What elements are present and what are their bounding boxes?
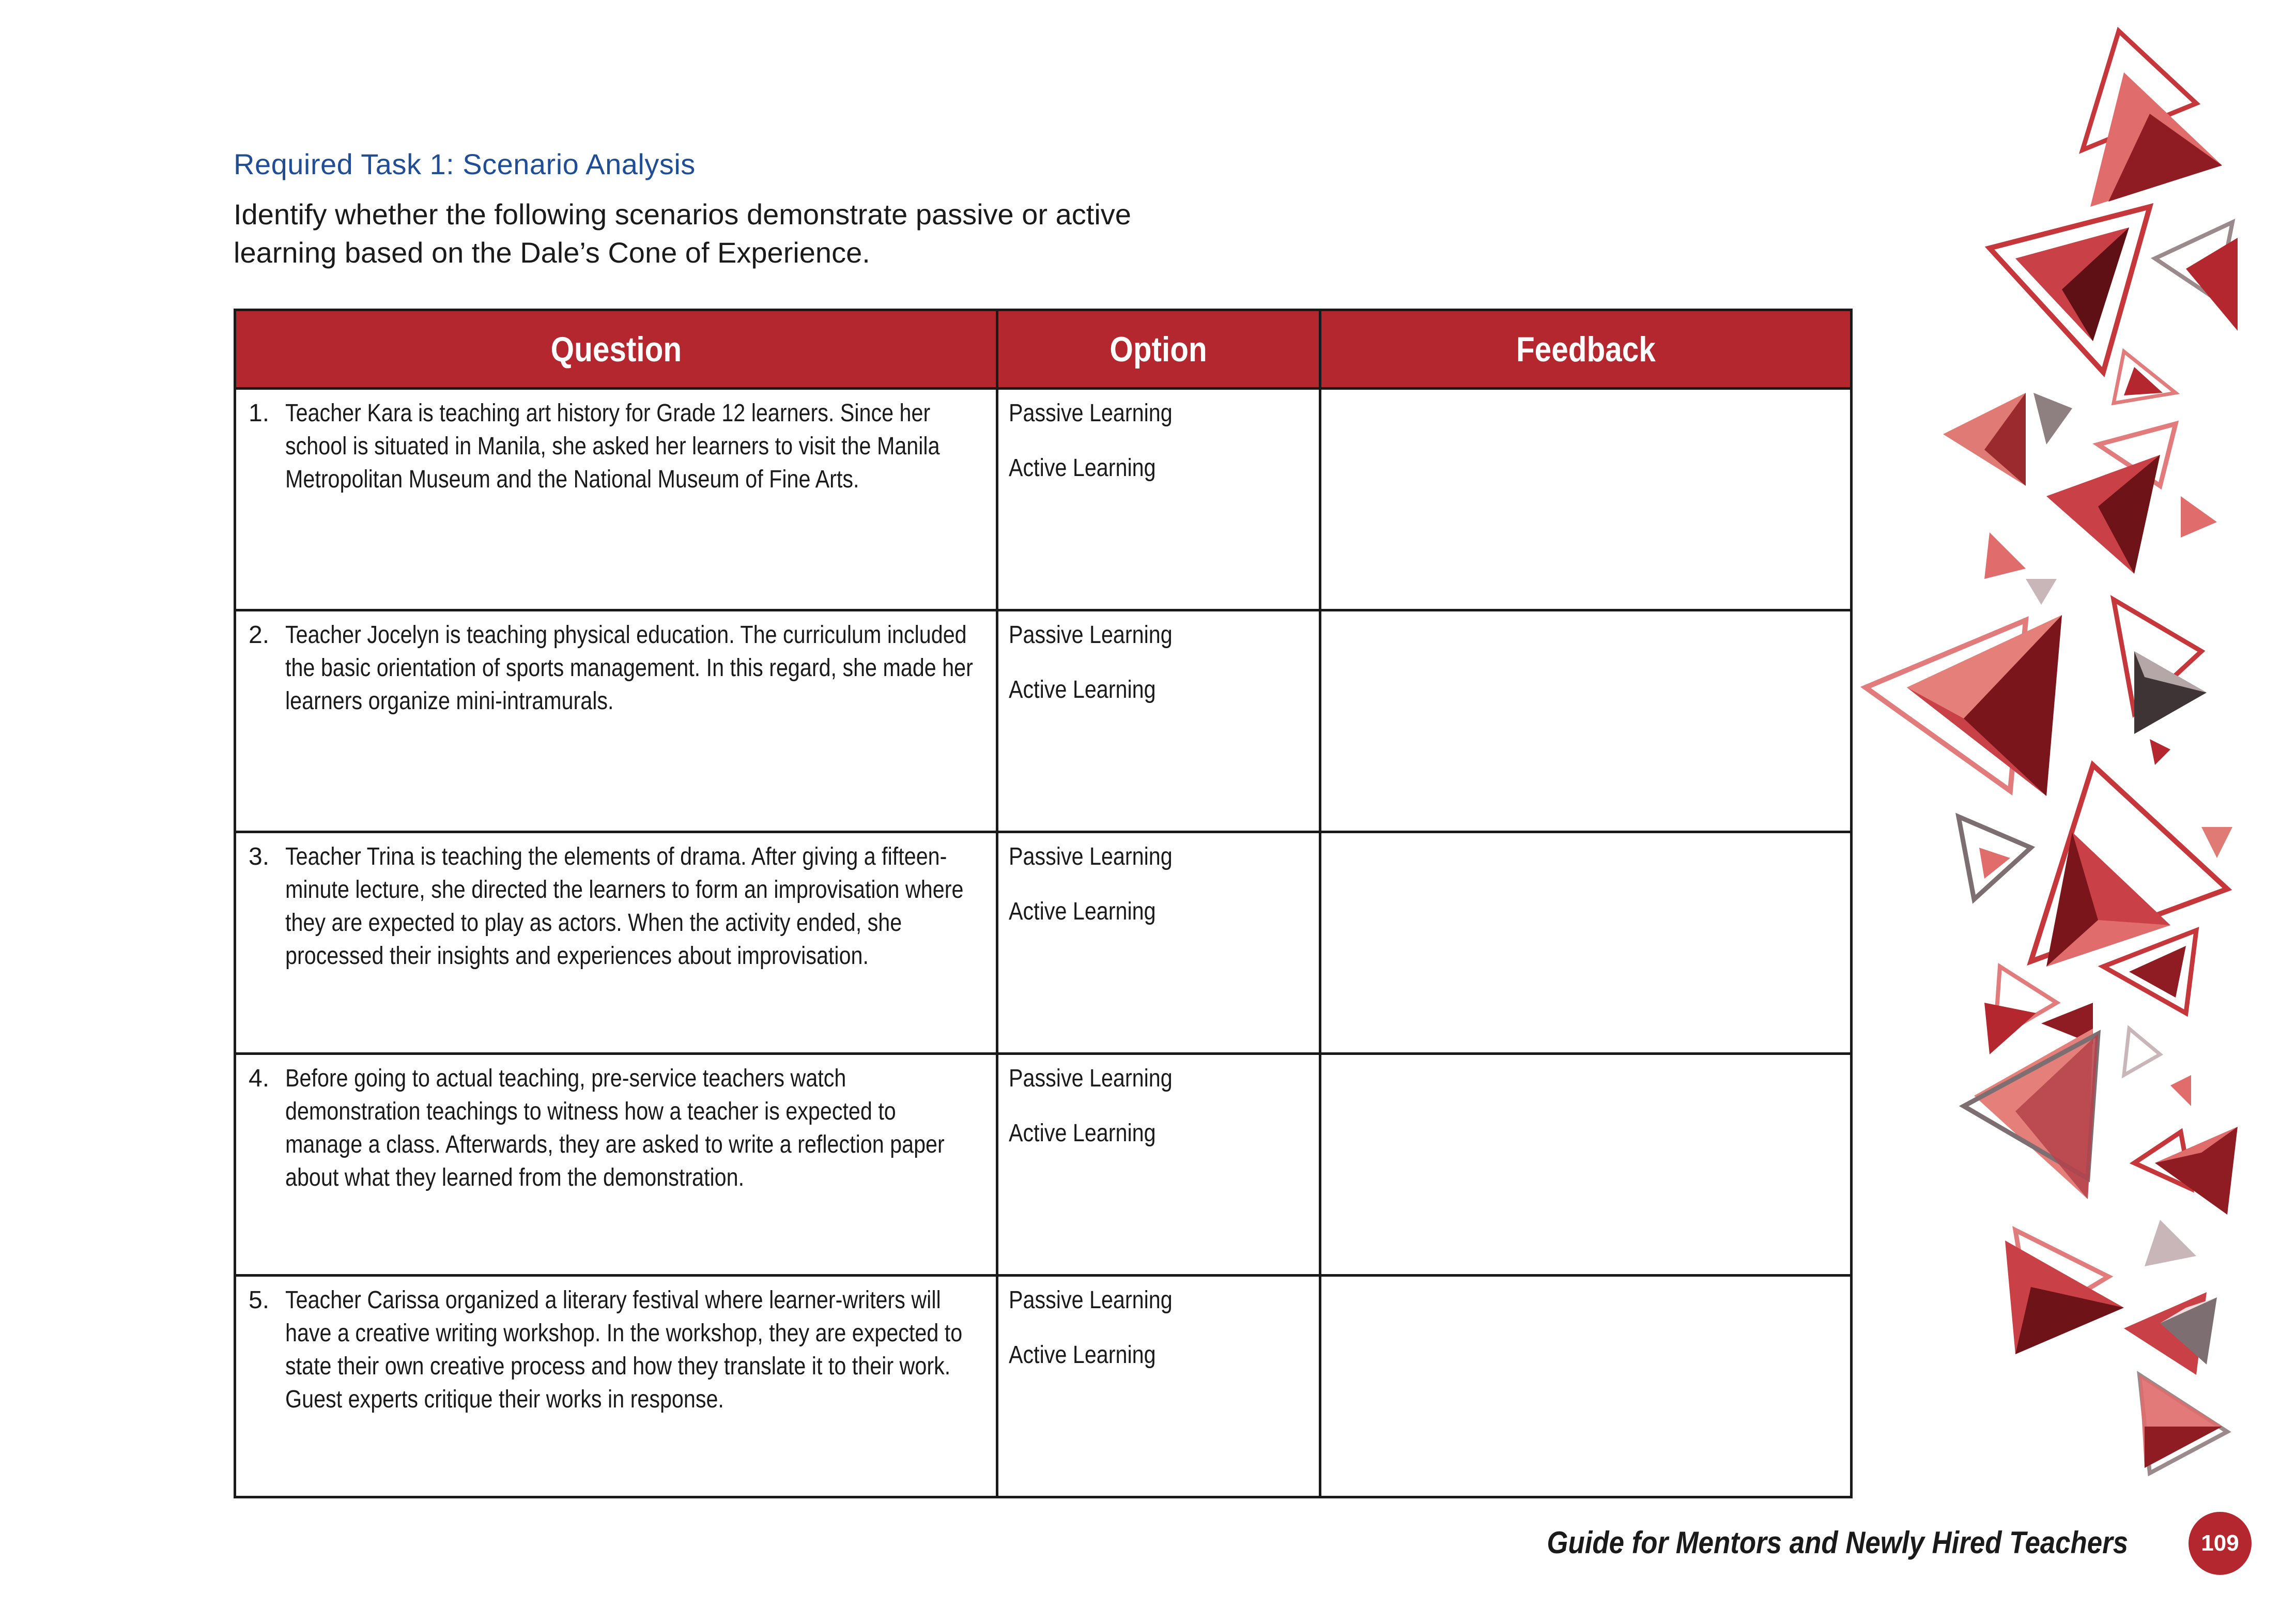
table-row [235, 610, 1852, 832]
option-passive[interactable]: Passive Learning [1009, 1286, 1173, 1314]
instructions-text: Identify whether the following scenarios demonstrate passive or active learning based on the Dale’s Cone of Experience. [234, 198, 1131, 269]
question-text: Teacher Carissa organized a literary festival where learner-writers will have a creative writing workshop. In the workshop, they are expected to state their own creative process and how they translate it to their work. Guest experts critique their works in response. [285, 1286, 963, 1413]
question-number: 2. [249, 621, 270, 649]
feedback-cell[interactable] [1320, 610, 1852, 832]
option-cell [997, 1054, 1320, 1276]
question-column-header: Question [235, 310, 997, 389]
option-active[interactable]: Active Learning [1009, 1341, 1156, 1369]
option-cell [997, 832, 1320, 1054]
question-cell [235, 610, 997, 832]
question-number: 4. [249, 1065, 270, 1092]
option-passive[interactable]: Passive Learning [1009, 621, 1173, 649]
question-text: Teacher Jocelyn is teaching physical education. The curriculum included the basic orientation of sports management. In this regard, she made her learners organize mini-intramurals. [285, 621, 973, 715]
option-passive[interactable]: Passive Learning [1009, 1065, 1173, 1092]
question-text: Before going to actual teaching, pre-service teachers watch demonstration teachings to witness how a teacher is expected to manage a class. Afterwards, they are asked to write a reflection paper about what they learned from the demonstration. [285, 1065, 945, 1191]
question-cell [235, 1276, 997, 1497]
option-active[interactable]: Active Learning [1009, 676, 1156, 703]
question-number: 5. [249, 1286, 270, 1314]
question-cell [235, 832, 997, 1054]
table-row [235, 389, 1852, 610]
question-number: 1. [249, 400, 270, 427]
option-cell [997, 389, 1320, 610]
scenario-table [234, 309, 1853, 1498]
question-text: Teacher Kara is teaching art history for Grade 12 learners. Since her school is situated in Manila, she asked her learners to visit the Manila Metropolitan Museum and the National Museum of Fine Arts. [285, 400, 940, 493]
option-passive[interactable]: Passive Learning [1009, 400, 1173, 427]
option-passive[interactable]: Passive Learning [1009, 843, 1173, 870]
feedback-cell[interactable] [1320, 1276, 1852, 1497]
option-active[interactable]: Active Learning [1009, 898, 1156, 925]
option-active[interactable]: Active Learning [1009, 454, 1156, 482]
feedback-cell[interactable] [1320, 832, 1852, 1054]
page-number-badge: 109 [2189, 1512, 2252, 1575]
table-row [235, 1054, 1852, 1276]
question-cell [235, 389, 997, 610]
feedback-cell[interactable] [1320, 389, 1852, 610]
table-row [235, 832, 1852, 1054]
table-header-row [235, 310, 1852, 389]
red-triangles-illustration [1840, 0, 2296, 1624]
feedback-cell[interactable] [1320, 1054, 1852, 1276]
table-row [235, 1276, 1852, 1497]
option-cell [997, 1276, 1320, 1497]
option-active[interactable]: Active Learning [1009, 1120, 1156, 1147]
question-cell [235, 1054, 997, 1276]
option-cell [997, 610, 1320, 832]
question-number: 3. [249, 843, 270, 870]
question-text: Teacher Trina is teaching the elements of drama. After giving a fifteen-minute lecture, she directed the learners to form an improvisation where they are expected to play as actors. When the activity ended, she processed their insights and experiences about improvisation. [285, 843, 964, 970]
footer-title: Guide for Mentors and Newly Hired Teachers [1547, 1525, 2128, 1560]
task-heading: Required Task 1: Scenario Analysis [234, 148, 696, 180]
feedback-column-header: Feedback [1320, 310, 1852, 389]
option-column-header: Option [997, 310, 1320, 389]
